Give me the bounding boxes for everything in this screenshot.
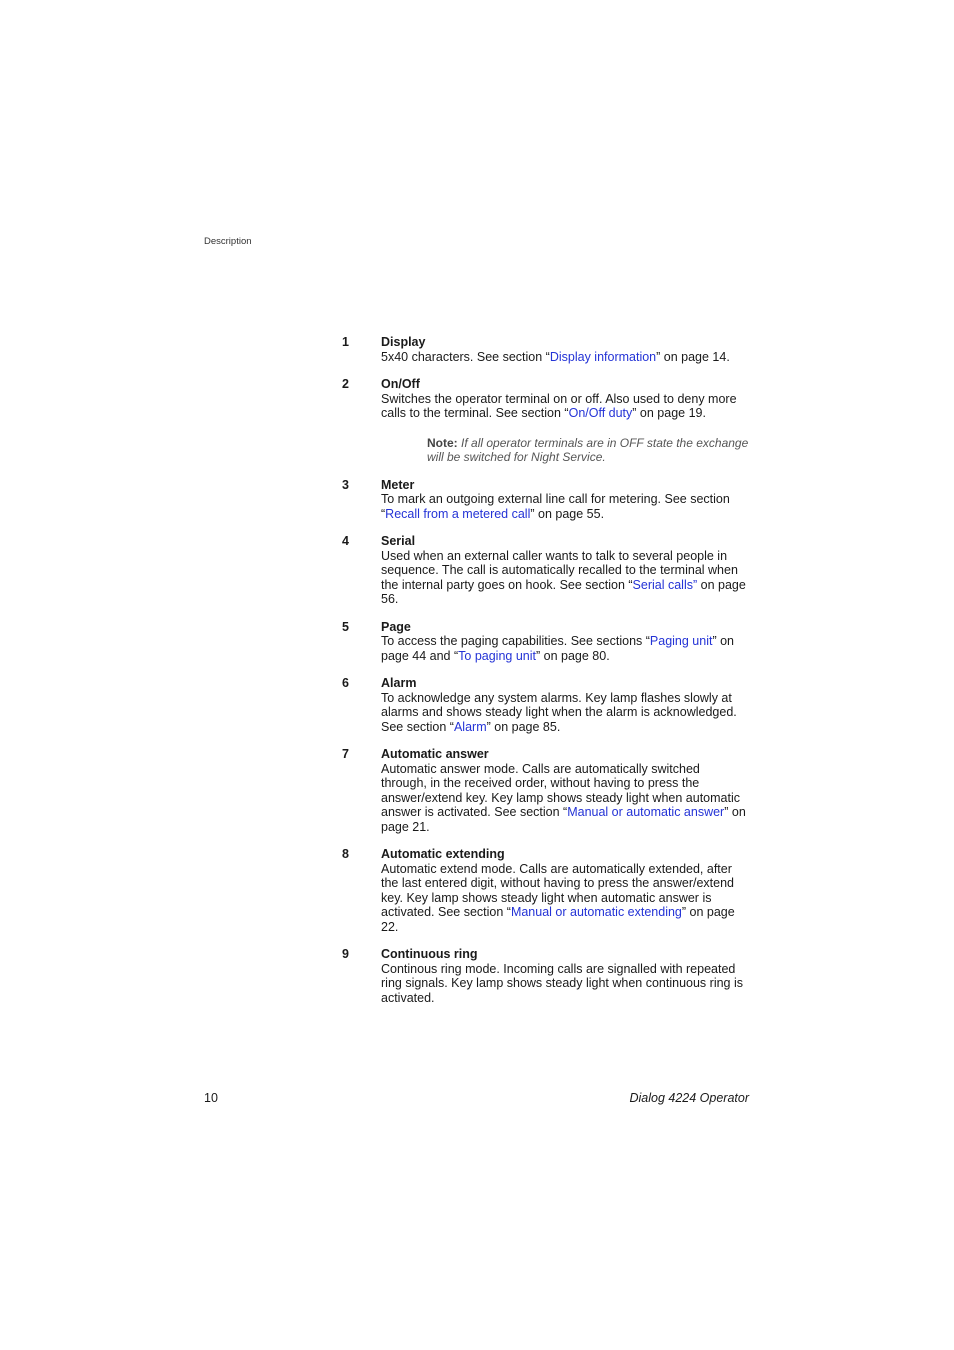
cross-reference-link[interactable]: Paging unit <box>649 634 713 648</box>
item-description <box>381 862 749 935</box>
list-item <box>342 377 762 465</box>
list-item <box>342 947 762 1005</box>
item-number: 7 <box>342 747 349 761</box>
item-description <box>381 492 749 521</box>
description-text: 5x40 characters. See section “ <box>381 349 550 364</box>
item-description <box>381 691 749 735</box>
item-number: 2 <box>342 377 349 391</box>
description-text: Switches the operator terminal on or off. Also used to deny more calls to the terminal. See section “ <box>381 391 737 420</box>
cross-reference-link[interactable]: Manual or automatic answer <box>567 805 725 819</box>
list-item <box>342 335 762 364</box>
list-item <box>342 676 762 734</box>
list-item <box>342 478 762 522</box>
note-box <box>427 436 757 465</box>
cross-reference-link[interactable]: Manual or automatic extending <box>510 905 682 919</box>
cross-reference-link[interactable]: Serial calls” <box>632 577 698 592</box>
note-label: Note: <box>427 435 458 450</box>
item-number: 1 <box>342 335 349 349</box>
description-text: on page 56. <box>381 577 746 606</box>
cross-reference-link[interactable]: Alarm <box>453 719 487 734</box>
cross-reference-link[interactable]: To paging unit <box>458 648 536 663</box>
description-text: Automatic answer mode. Calls are automatically switched through, in the received order, without having to press the answer/extend key. Key lamp shows steady light when automatic answer is activated. See section “ <box>381 761 740 819</box>
description-text: ” on page 19. <box>632 406 706 420</box>
description-text: ” on page 14. <box>656 349 730 364</box>
item-title: On/Off <box>381 377 420 391</box>
item-description <box>381 634 749 663</box>
item-description <box>381 962 749 1006</box>
description-text: ” on page 44 and “ <box>381 634 735 663</box>
item-number: 8 <box>342 847 349 861</box>
list-item <box>342 747 762 834</box>
item-title: Continuous ring <box>381 947 478 961</box>
description-text: Continous ring mode. Incoming calls are signalled with repeated ring signals. Key lamp shows steady light when continuous ring is activated. <box>381 961 743 1005</box>
item-description <box>381 392 749 421</box>
document-title: Dialog 4224 Operator <box>629 1091 749 1105</box>
cross-reference-link[interactable]: Display information <box>549 349 657 364</box>
page-number: 10 <box>204 1091 218 1105</box>
description-text: ” on page 22. <box>381 905 735 934</box>
description-text: Used when an external caller wants to talk to several people in sequence. The call is automatically recalled to the terminal when the internal party goes on hook. See section “ <box>381 548 738 592</box>
description-text: To access the paging capabilities. See sections “ <box>381 634 650 648</box>
item-title: Automatic answer <box>381 747 489 761</box>
item-number: 3 <box>342 477 349 492</box>
item-number: 5 <box>342 619 349 634</box>
description-text: ” on page 55. <box>530 506 605 521</box>
item-title: Page <box>381 619 411 634</box>
description-text: ” on page 80. <box>536 648 610 663</box>
item-number: 9 <box>342 947 349 961</box>
list-item <box>342 620 762 664</box>
item-title: Automatic extending <box>381 847 505 861</box>
item-title: Serial <box>381 534 416 548</box>
item-description <box>381 549 749 607</box>
description-text: ” on page 21. <box>381 805 746 834</box>
item-title: Meter <box>381 477 415 492</box>
cross-reference-link[interactable]: Recall from a metered call <box>385 506 531 521</box>
item-description <box>381 762 749 835</box>
item-description <box>381 350 749 365</box>
note-text: If all operator terminals are in OFF state the exchange will be switched for Night Service. <box>427 435 749 464</box>
description-text: Automatic extend mode. Calls are automatically extended, after the last entered digit, without having to press the answer/extend key. Key lamp shows steady light when automatic answer is activated. See section “ <box>381 861 734 919</box>
item-number: 4 <box>342 534 349 548</box>
list-item <box>342 534 762 607</box>
cross-reference-link[interactable]: On/Off duty <box>568 406 633 420</box>
item-title: Alarm <box>381 676 417 690</box>
description-text: To acknowledge any system alarms. Key lamp flashes slowly at alarms and shows steady light when the alarm is acknowledged. See section “ <box>381 690 737 734</box>
item-title: Display <box>381 335 426 349</box>
description-text: To mark an outgoing external line call for metering. See section “ <box>381 492 730 521</box>
description-text: ” on page 85. <box>486 719 561 734</box>
key-description-list <box>342 335 762 1018</box>
item-number: 6 <box>342 676 349 690</box>
running-header: Description <box>204 236 252 247</box>
list-item <box>342 847 762 934</box>
